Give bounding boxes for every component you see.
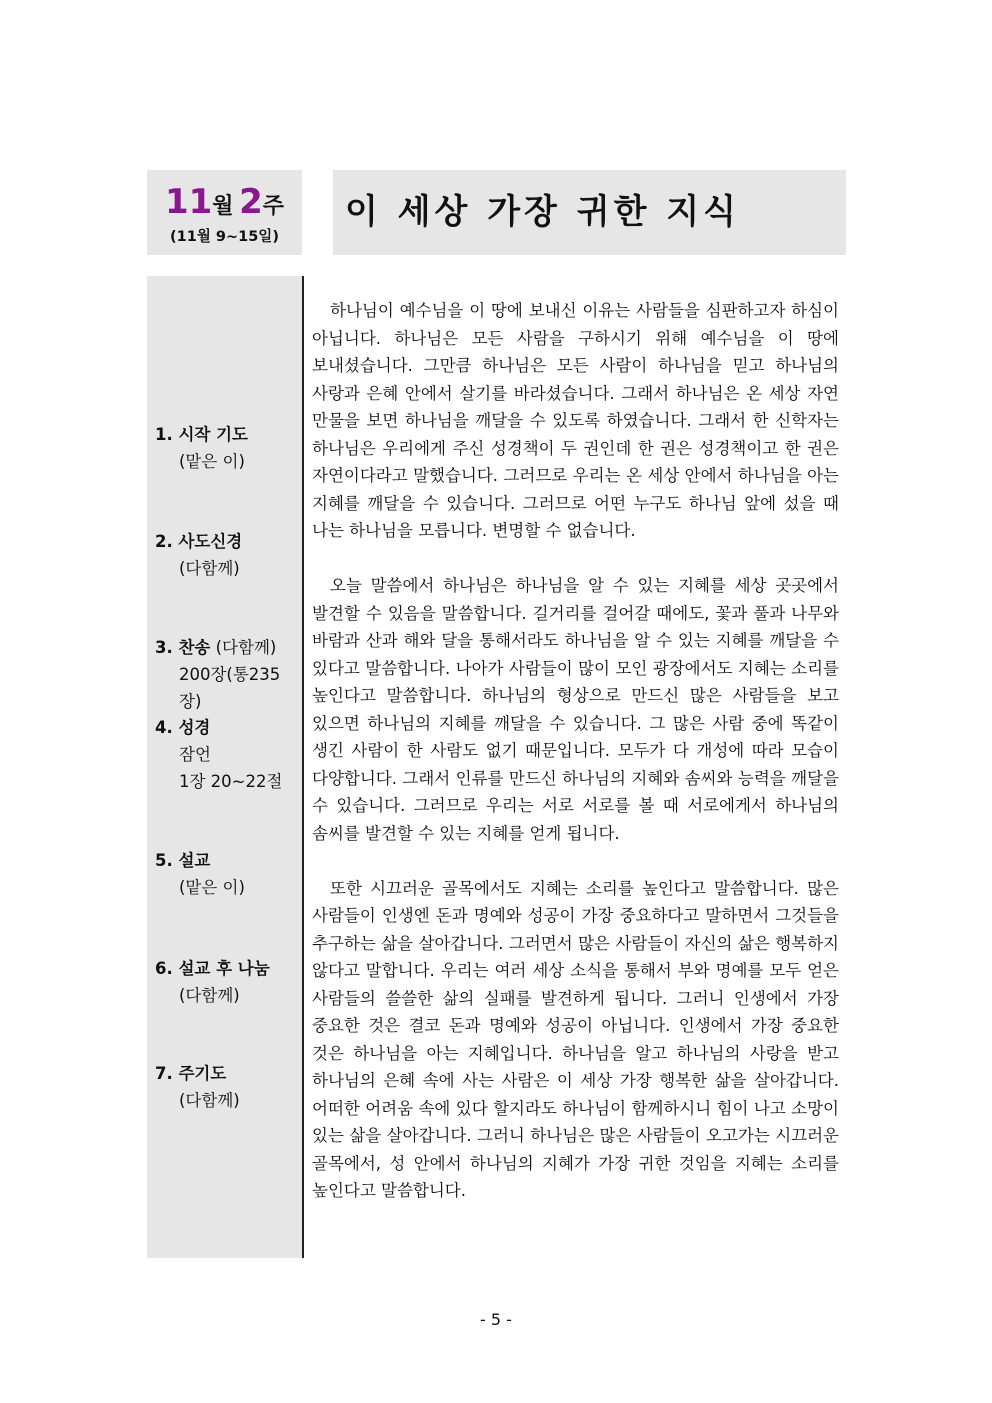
order-item-title: 5. 설교 bbox=[155, 851, 211, 870]
order-item-sub: (맡은 이) bbox=[179, 452, 245, 471]
order-item-sermon bbox=[155, 847, 245, 901]
sermon-text bbox=[312, 297, 839, 1232]
order-item-title: 3. 찬송 bbox=[155, 638, 211, 657]
order-item-title-suffix: (다함께) bbox=[215, 638, 277, 657]
month-number: 11 bbox=[164, 182, 213, 222]
order-item-opening-prayer bbox=[155, 421, 248, 475]
order-item-title: 4. 성경 bbox=[155, 718, 211, 737]
week-heading bbox=[147, 184, 302, 226]
sermon-paragraph: 오늘 말씀에서 하나님은 하나님을 알 수 있는 지혜를 세상 곳곳에서 발견할 수 있음을 말씀합니다. 길거리를 걸어갈 때에도, 꽃과 풀과 나무와 바람과 산과 해와 달을 통해서라도 하나님을 알 수 있는 지혜를 깨달을 수 있다고 말씀합니다. 나아가 사람들이 많이 모인 광장에서도 지혜는 소리를 높인다고 말씀합니다. 하나님의 형상으로 만드신 많은 사람들을 보고 있으면 하나님의 지혜를 깨달을 수 있습니다. 그 많은 사람 중에 똑같이 생긴 사람이 한 사람도 없기 때문입니다. 모두가 다 개성에 따라 모습이 다양합니다. 그래서 인류를 만드신 하나님의 지혜와 솜씨와 능력을 깨달을 수 있습니다. 그러므로 우리는 서로 서로를 볼 때 서로에게서 하나님의 솜씨를 발견할 수 있는 지혜를 얻게 됩니다. bbox=[312, 576, 839, 843]
week-unit: 주 bbox=[262, 194, 285, 219]
order-item-sub: 잠언 bbox=[179, 745, 211, 764]
order-item-apostles-creed bbox=[155, 528, 242, 582]
week-box bbox=[147, 170, 302, 255]
order-item-sub: 200장(통235장) bbox=[179, 665, 281, 711]
order-item-sub: (다함께) bbox=[179, 1091, 240, 1110]
order-item-sub: (다함께) bbox=[179, 986, 240, 1005]
page-title: 이 세상 가장 귀한 지식 bbox=[333, 170, 846, 255]
order-item-title: 7. 주기도 bbox=[155, 1064, 227, 1083]
week-number: 2 bbox=[239, 182, 263, 222]
sermon-paragraph: 하나님이 예수님을 이 땅에 보내신 이유는 사람들을 심판하고자 하심이 아닙니다. 하나님은 모든 사람을 구하시기 위해 예수님을 이 땅에 보내셨습니다. 그만큼 하나님은 모든 사람이 하나님을 믿고 하나님의 사랑과 은혜 안에서 살기를 바라셨습니다. 그래서 하나님은 온 세상 자연 만물을 보면 하나님을 깨달을 수 있도록 하였습니다. 그래서 한 신학자는 하나님은 우리에게 주신 성경책이 두 권인데 한 권은 성경책이고 한 권은 자연이다라고 말했습니다. 그러므로 우리는 온 세상 안에서 하나님을 아는 지혜를 깨달을 수 있습니다. 그러므로 어떤 누구도 하나님 앞에 섰을 때 나는 하나님을 모릅니다. 변명할 수 없습니다. bbox=[312, 301, 839, 540]
date-range: (11월 9~15일) bbox=[170, 229, 279, 245]
order-item-title: 1. 시작 기도 bbox=[155, 425, 248, 444]
column-divider bbox=[302, 276, 304, 1258]
order-item-title: 2. 사도신경 bbox=[155, 532, 243, 551]
sermon-paragraph: 또한 시끄러운 골목에서도 지혜는 소리를 높인다고 말씀합니다. 많은 사람들이 인생엔 돈과 명예와 성공이 가장 중요하다고 말하면서 그것들을 추구하는 삶을 살아갑니다. 그러면서 많은 사람들이 자신의 삶은 행복하지 않다고 말합니다. 우리는 여러 세상 소식을 통해서 부와 명예를 모두 얻은 사람들의 쓸쓸한 삶의 실패를 발견하게 됩니다. 그러니 인생에서 가장 중요한 것은 결코 돈과 명예와 성공이 아닙니다. 인생에서 가장 중요한 것은 하나님을 아는 지혜입니다. 하나님을 알고 하나님의 사랑을 받고 하나님의 은혜 속에 사는 사람은 이 세상 가장 행복한 삶을 살아갑니다. 어떠한 어려움 속에 있다 할지라도 하나님이 함께하시니 힘이 나고 소망이 있는 삶을 살아갑니다. 그러니 하나님은 많은 사람들이 오고가는 시끄러운 골목에서, 성 안에서 하나님의 지혜가 가장 귀한 것임을 지혜는 소리를 높인다고 말씀합니다. bbox=[312, 878, 839, 1200]
order-item-lords-prayer bbox=[155, 1060, 240, 1114]
order-item-scripture bbox=[155, 714, 282, 795]
order-item-sub: 1장 20~22절 bbox=[179, 772, 283, 791]
page-number: - 5 - bbox=[480, 1310, 512, 1329]
order-item-title: 6. 설교 후 나눔 bbox=[155, 959, 270, 978]
order-item-sub: (다함께) bbox=[179, 559, 240, 578]
order-item-sub: (맡은 이) bbox=[179, 878, 245, 897]
order-item-sharing bbox=[155, 955, 270, 1009]
order-item-hymn bbox=[155, 634, 302, 715]
worship-order-sidebar bbox=[147, 276, 302, 1258]
month-unit: 월 bbox=[212, 194, 234, 219]
